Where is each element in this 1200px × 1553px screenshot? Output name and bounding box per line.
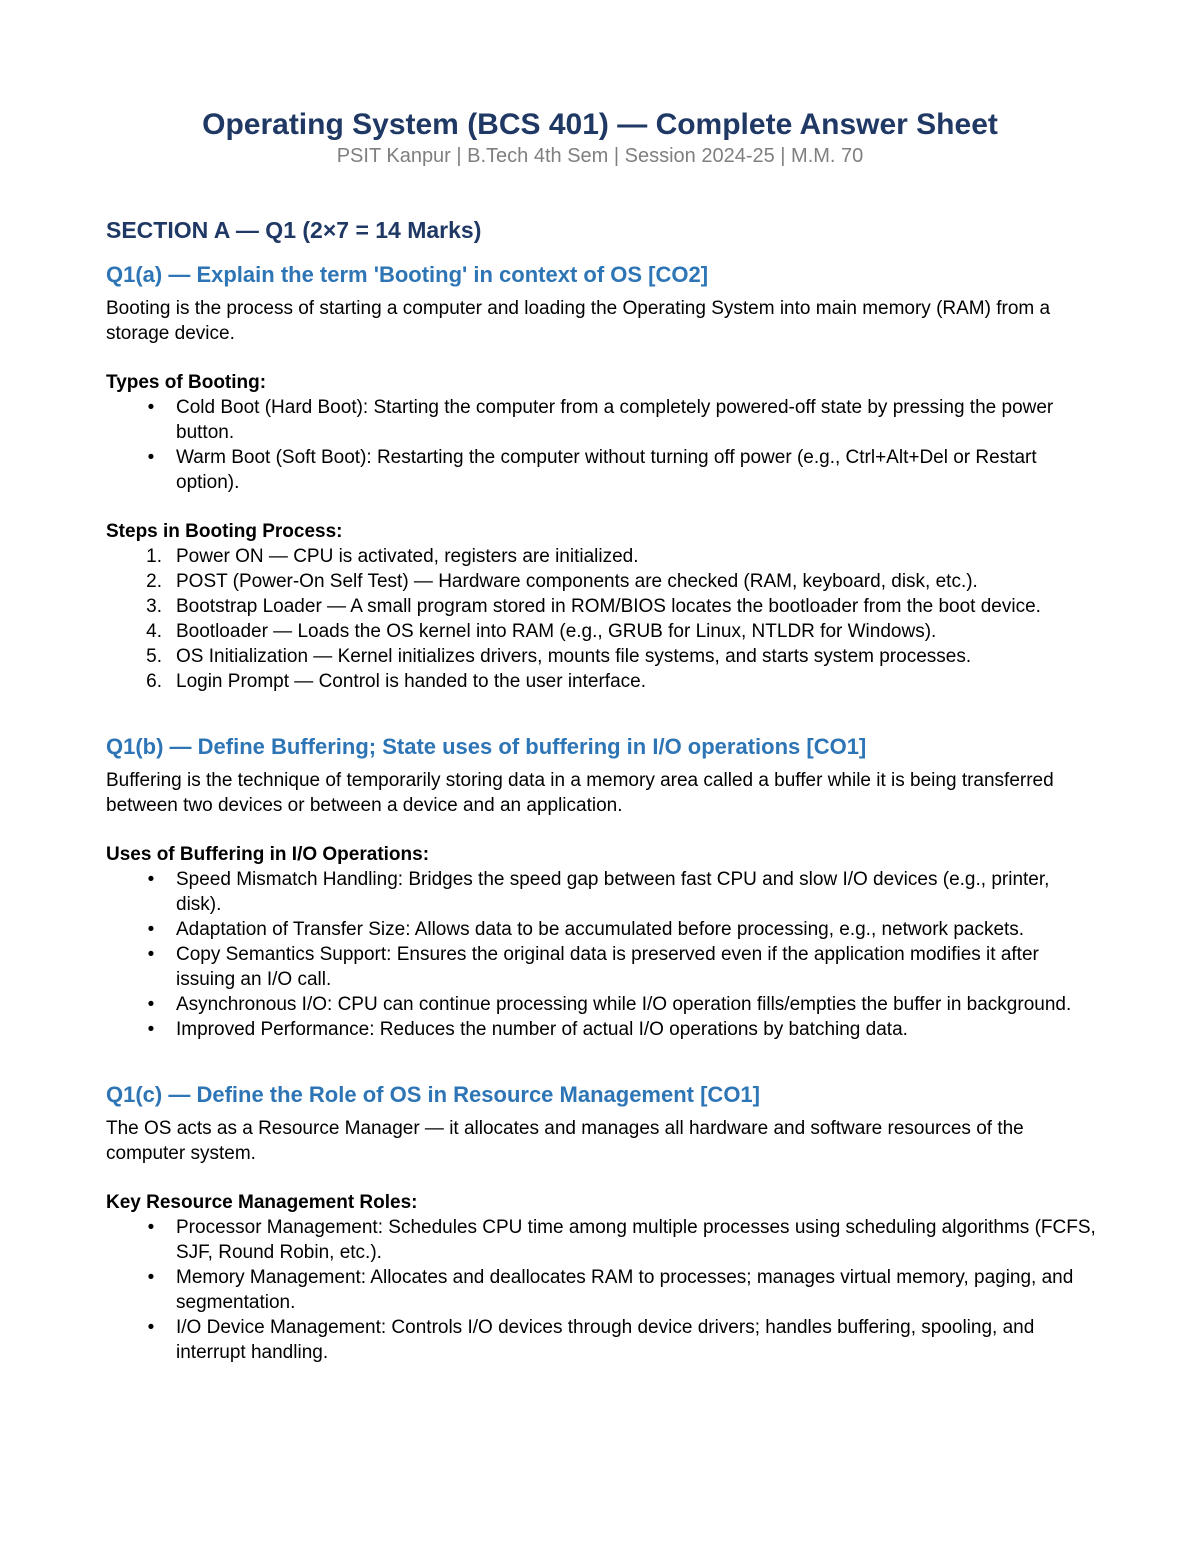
- q1a-types-title: Types of Booting:: [106, 372, 267, 393]
- list-number: 6.: [146, 671, 162, 692]
- bullet-icon: •: [147, 919, 155, 940]
- list-item: 3. Bootstrap Loader — A small program stored in ROM/BIOS locates the bootloader from the boot device.: [106, 594, 1096, 619]
- list-item: • I/O Device Management: Controls I/O devices through device drivers; handles buffering, spooling, and interrupt handling.: [106, 1315, 1096, 1365]
- list-item: • Adaptation of Transfer Size: Allows data to be accumulated before processing, e.g., network packets.: [106, 917, 1096, 942]
- q1a-steps-title: Steps in Booting Process:: [106, 521, 343, 542]
- q1c-roles-title: Key Resource Management Roles:: [106, 1192, 418, 1213]
- list-item: 5. OS Initialization — Kernel initializes drivers, mounts file systems, and starts system processes.: [106, 644, 1096, 669]
- list-item: • Warm Boot (Soft Boot): Restarting the computer without turning off power (e.g., Ctrl+Alt+Del or Restart option).: [106, 445, 1096, 495]
- list-number: 5.: [146, 646, 162, 667]
- list-item: 6. Login Prompt — Control is handed to the user interface.: [106, 669, 1096, 694]
- q1c-heading: Q1(c) — Define the Role of OS in Resource Management [CO1]: [106, 1082, 760, 1107]
- q1b-heading: Q1(b) — Define Buffering; State uses of buffering in I/O operations [CO1]: [106, 734, 867, 759]
- list-item: • Memory Management: Allocates and deallocates RAM to processes; manages virtual memory, paging, and segmentation.: [106, 1265, 1096, 1315]
- bullet-icon: •: [147, 1267, 155, 1288]
- list-number: 1.: [146, 546, 162, 567]
- bullet-icon: •: [147, 1217, 155, 1238]
- q1a-steps-list: [106, 544, 1096, 694]
- list-item: • Improved Performance: Reduces the number of actual I/O operations by batching data.: [106, 1017, 1096, 1042]
- list-item: 2. POST (Power-On Self Test) — Hardware components are checked (RAM, keyboard, disk, etc.).: [106, 569, 1096, 594]
- list-item: • Cold Boot (Hard Boot): Starting the computer from a completely powered-off state by pressing the power button.: [106, 395, 1096, 445]
- q1c-intro: The OS acts as a Resource Manager — it allocates and manages all hardware and software resources of the computer system.: [106, 1118, 1024, 1164]
- q1a-types-list: [106, 395, 1096, 495]
- list-number: 2.: [146, 571, 162, 592]
- list-item: 4. Bootloader — Loads the OS kernel into RAM (e.g., GRUB for Linux, NTLDR for Windows).: [106, 619, 1096, 644]
- bullet-icon: •: [147, 447, 155, 468]
- q1b-uses-title: Uses of Buffering in I/O Operations:: [106, 844, 430, 865]
- list-number: 3.: [146, 596, 162, 617]
- list-item: • Speed Mismatch Handling: Bridges the speed gap between fast CPU and slow I/O devices (e.g., printer, disk).: [106, 867, 1096, 917]
- q1b-uses-list: [106, 867, 1096, 1042]
- document-body: [106, 214, 1096, 1365]
- list-item: • Asynchronous I/O: CPU can continue processing while I/O operation fills/empties the buffer in background.: [106, 992, 1096, 1017]
- list-item: 1. Power ON — CPU is activated, registers are initialized.: [106, 544, 1096, 569]
- bullet-icon: •: [147, 869, 155, 890]
- bullet-icon: •: [147, 1019, 155, 1040]
- list-item: • Copy Semantics Support: Ensures the original data is preserved even if the application modifies it after issuing an I/O call.: [106, 942, 1096, 992]
- page-title: Operating System (BCS 401) — Complete Answer Sheet: [202, 108, 998, 141]
- q1a-heading: Q1(a) — Explain the term 'Booting' in context of OS [CO2]: [106, 262, 709, 287]
- page-subtitle: PSIT Kanpur | B.Tech 4th Sem | Session 2024-25 | M.M. 70: [336, 145, 864, 167]
- bullet-icon: •: [147, 994, 155, 1015]
- question-q1a: [106, 260, 1096, 694]
- list-item: • Processor Management: Schedules CPU time among multiple processes using scheduling algorithms (FCFS, SJF, Round Robin, etc.).: [106, 1215, 1096, 1265]
- list-number: 4.: [146, 621, 162, 642]
- bullet-icon: •: [147, 1317, 155, 1338]
- q1c-roles-list: [106, 1215, 1096, 1365]
- q1b-intro: Buffering is the technique of temporarily storing data in a memory area called a buffer while it is being transferred between two devices or between a device and an application.: [106, 770, 1054, 816]
- bullet-icon: •: [147, 397, 155, 418]
- question-q1c: [106, 1080, 1096, 1365]
- question-q1b: [106, 732, 1096, 1042]
- bullet-icon: •: [147, 944, 155, 965]
- section-a-heading: SECTION A — Q1 (2×7 = 14 Marks): [106, 217, 482, 243]
- q1a-intro: Booting is the process of starting a computer and loading the Operating System into main memory (RAM) from a storage device.: [106, 298, 1051, 344]
